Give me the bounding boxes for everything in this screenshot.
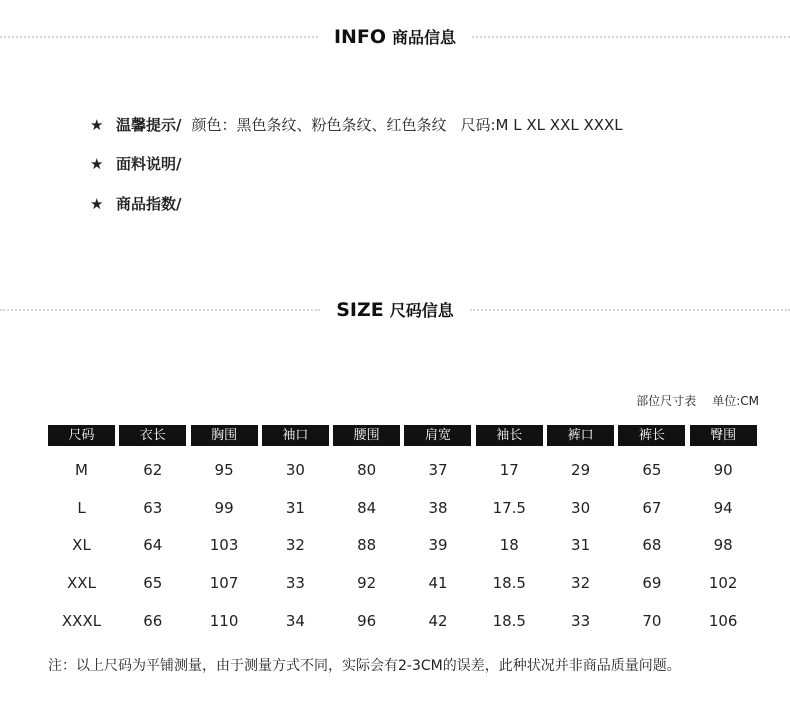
value-cell: 32 — [285, 536, 305, 555]
header-cell: 裤长 — [618, 425, 685, 446]
size-table-body — [48, 452, 758, 640]
value-cell: 33 — [285, 574, 305, 593]
size-cell: M — [75, 461, 88, 479]
value-cell: 18.5 — [492, 611, 526, 630]
size-cell: XXL — [67, 574, 96, 593]
header-cell: 袖口 — [262, 425, 329, 446]
value-cell: 42 — [428, 611, 448, 630]
size-table — [48, 425, 758, 640]
value-cell: 99 — [214, 498, 234, 517]
value-cell: 98 — [713, 536, 733, 555]
size-title-en: SIZE — [336, 299, 384, 321]
right-dotted-divider — [470, 309, 790, 311]
header-cell: 腰围 — [333, 425, 400, 446]
value-cell: 17 — [499, 461, 519, 479]
table-row — [48, 565, 758, 603]
value-cell: 66 — [143, 611, 163, 630]
header-cell: 袖长 — [476, 425, 543, 446]
value-cell: 37 — [428, 461, 448, 479]
size-cell: L — [77, 498, 86, 517]
value-cell: 96 — [357, 611, 377, 630]
value-cell: 38 — [428, 498, 448, 517]
value-cell: 67 — [642, 498, 662, 517]
value-cell: 18 — [499, 536, 519, 555]
value-cell: 32 — [571, 574, 591, 593]
info-title-en: INFO — [333, 26, 387, 48]
value-cell: 39 — [428, 536, 448, 555]
value-cell: 31 — [285, 498, 305, 517]
fabric-label: 面料说明/ — [116, 155, 182, 173]
unit-row — [636, 392, 759, 410]
value-cell: 34 — [285, 611, 305, 630]
info-section-header — [0, 25, 790, 49]
value-cell: 33 — [571, 611, 591, 630]
value-cell: 70 — [642, 611, 662, 630]
right-dotted-divider — [472, 36, 790, 38]
unit-label: 单位:CM — [712, 394, 759, 408]
value-cell: 90 — [713, 461, 733, 479]
size-title-zh: 尺码信息 — [389, 301, 454, 320]
value-cell: 107 — [209, 574, 239, 593]
info-title-zh: 商品信息 — [392, 28, 457, 47]
size-cell: XL — [72, 536, 91, 555]
header-cell: 衣长 — [119, 425, 186, 446]
header-cell: 裤口 — [547, 425, 614, 446]
star-icon: ★ — [90, 195, 104, 213]
value-cell: 65 — [642, 461, 662, 479]
tips-label: 温馨提示/ — [116, 116, 182, 134]
value-cell: 80 — [357, 461, 377, 479]
table-row — [48, 452, 758, 490]
star-icon: ★ — [90, 155, 104, 173]
value-cell: 31 — [571, 536, 591, 555]
size-cell: XXXL — [61, 611, 102, 630]
table-row — [48, 490, 758, 528]
value-cell: 64 — [143, 536, 163, 555]
measurement-note: 注：以上尺码为平铺测量，由于测量方式不同，实际会有2-3CM的误差，此种状况并非商品质量问题。 — [48, 658, 681, 674]
value-cell: 30 — [285, 461, 305, 479]
size-text: 尺码:M L XL XXL XXXL — [460, 116, 623, 134]
value-cell: 41 — [428, 574, 448, 593]
value-cell: 30 — [571, 498, 591, 517]
color-text: 颜色：黑色条纹、粉色条纹、红色条纹 — [191, 116, 447, 134]
index-label: 商品指数/ — [116, 195, 182, 213]
info-line-tips — [90, 114, 637, 136]
value-cell: 17.5 — [492, 498, 526, 517]
info-line-index — [90, 193, 191, 215]
header-cell: 胸围 — [191, 425, 258, 446]
value-cell: 18.5 — [492, 574, 526, 593]
header-cell: 肩宽 — [404, 425, 471, 446]
measurement-table-label: 部位尺寸表 — [636, 394, 697, 408]
value-cell: 69 — [642, 574, 662, 593]
value-cell: 88 — [357, 536, 377, 555]
info-line-fabric — [90, 153, 191, 175]
value-cell: 106 — [708, 611, 738, 630]
value-cell: 84 — [357, 498, 377, 517]
value-cell: 92 — [357, 574, 377, 593]
header-cell: 臀围 — [690, 425, 757, 446]
value-cell: 63 — [143, 498, 163, 517]
table-row — [48, 603, 758, 641]
size-section-header — [0, 298, 790, 322]
header-cell: 尺码 — [48, 425, 115, 446]
value-cell: 94 — [713, 498, 733, 517]
value-cell: 95 — [214, 461, 234, 479]
value-cell: 62 — [143, 461, 163, 479]
table-row — [48, 527, 758, 565]
star-icon: ★ — [90, 116, 104, 134]
value-cell: 110 — [209, 611, 239, 630]
value-cell: 102 — [708, 574, 738, 593]
value-cell: 68 — [642, 536, 662, 555]
size-table-header — [48, 425, 758, 446]
value-cell: 29 — [571, 461, 591, 479]
value-cell: 65 — [143, 574, 163, 593]
value-cell: 103 — [209, 536, 239, 555]
